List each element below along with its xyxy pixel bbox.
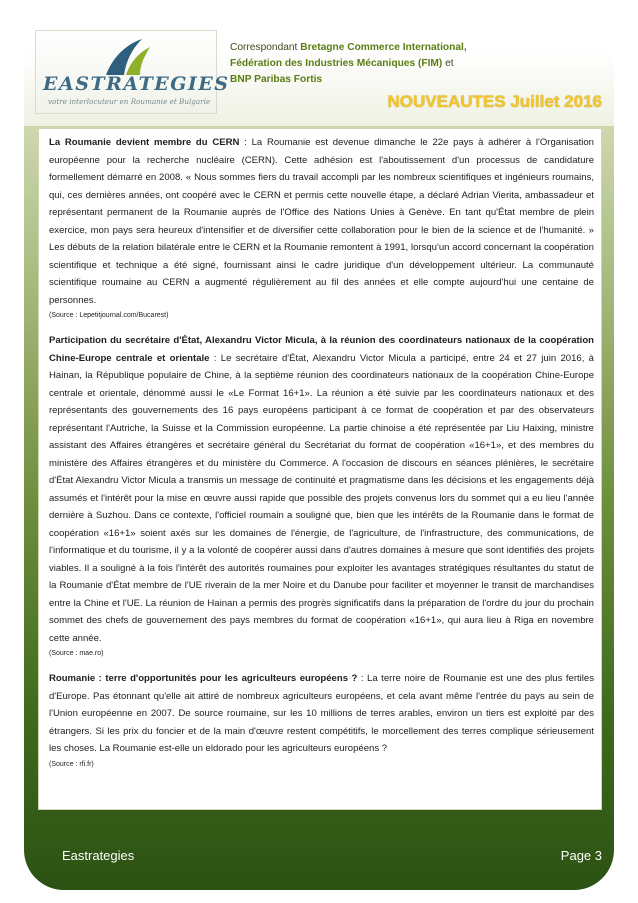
footer-company: Eastrategies [62, 848, 135, 863]
article-agriculture [49, 670, 594, 758]
article-micula [49, 332, 594, 647]
content-panel [38, 128, 602, 810]
logo-tagline: votre interlocuteur en Roumanie et Bulgarie [48, 97, 211, 106]
article-body: : La terre noire de Roumanie est une des plus fertiles d'Europe. Pas étonnant qu'elle ait attiré de nombreux agriculteurs européens, et cela avant même l'entrée du pays au sein de l'Union européenne en 2007. De source roumaine, sur les 10 millions de terres arables, environ un tiers est exploité par des étrangers. Si les prix du foncier et de la main d'œuvre restent compétitifs, le morcellement des terres complique sérieusement les choses. La Roumanie est-elle un eldorado pour les agriculteurs européens ? [49, 673, 594, 754]
article-body: : La Roumanie est devenue dimanche le 22e pays à adhérer à l'Organisation européenne pour la recherche nucléaire (CERN). Cette adhésion est l'aboutissement d'un processus de candidature formellement démarré en 2008. « Nous sommes fiers du travail accompli par les nombreux scientifiques et ingénieurs roumains, qui, ces dernières années, ont coopéré avec le CERN et permis cette nouvelle étape, a déclaré Adrian Vierita, ambassadeur et représentant permanent de la Roumanie auprès de l'Office des Nations Unies à Genève. En tant qu'État membre de plein exercice, mon pays sera heureux d'intensifier et de diversifier cette collaboration pour le bien de la science et de l'humanité. » Les débuts de la relation bilatérale entre le CERN et la Roumanie remontent à 1991, lorsqu'un accord concernant la coopération scientifique et technique a été signé, fournissant ainsi le cadre juridique d'un développement ultérieur. La communauté scientifique roumaine au CERN a augmenté régulièrement au fil des années et elle compte aujourd'hui une centaine de personnes. [49, 137, 594, 306]
article-source: (Source : mae.ro) [49, 650, 104, 657]
article-source: (Source : rfi.fr) [49, 760, 94, 768]
eastrategies-logo [35, 30, 230, 114]
newsletter-title: NOUVEAUTES Juillet 2016 [387, 92, 602, 111]
article-cern [49, 134, 594, 309]
footer-page-number: Page 3 [560, 848, 602, 863]
article-headline: Participation du secrétaire d'État, Alexandru Victor Micula, à la réunion des coordinateurs nationaux de la coopération Chine-Europe centrale et orientale [49, 335, 594, 364]
correspondent-org-3: BNP Paribas Fortis [230, 74, 323, 85]
article-source: (Source : Lepetitjournal.com/Bucarest) [49, 312, 169, 319]
correspondent-org-1: Bretagne Commerce International, [300, 42, 467, 53]
article-headline: Roumanie : terre d'opportunités pour les agriculteurs européens ? [49, 673, 358, 684]
article-list [49, 134, 594, 781]
logo-wordmark: EASTRATEGIES [43, 73, 230, 95]
correspondent-prefix: Correspondant [230, 42, 301, 53]
correspondent-org-2: Fédération des Industries Mécaniques (FIM) [230, 58, 443, 69]
article-body: : Le secrétaire d'État, Alexandru Victor Micula a participé, entre 24 et 27 juin 2016, à Hainan, la République populaire de Chine, à la septième réunion des coordinateurs nationaux de la coopération Chine-Europe centrale et orientale, dénommé aussi le «Le Format 16+1». La réunion a été suivie par les coordinateurs nationaux et des représentants des gouvernements des 16 pays européens participant à ce format de coopération et par des observateurs représentant l'Autriche, la Suisse et la Commission européenne. La partie chinoise a été représentée par Liu Haixing, ministre assistant des Affaires étrangères et secrétaire général du Secrétariat du format de coopération «16+1», et des membres du ministère des Affaires étrangères et du ministère du Commerce. A l'occasion de discours en séances plénières, le secrétaire d'État Alexandru Victor Micula a transmis un message de continuité et pragmatisme dans les décisions et les engagements déjà assumés et l'intérêt pour la mise en œuvre aussi rapide que possible des projets convenus lors du sommet qui a eu lieu l'année dernière à Suzhou. Dans ce contexte, l'officiel roumain a souligné que, bien que les intérêts de la Roumanie dans le format de coopération «16+1» soient axés sur les domaines de l'énergie, de l'agriculture, de l'infrastructure, des communications, de l'informatique et du tourisme, il y a la volonté de coopérer aussi dans d'autres domaines à mesure que sont identifiés des projets viables. Il a souligné à la fois l'intérêt des autorités roumaines pour exploiter les avantages stratégiques résultantes du statut de la Roumanie d'État membre de l'UE riverain de la mer Noire et du Danube pour faciliter et moyenner le transit de marchandises entre la Chine et l'UE. La réunion de Hainan a permis des progrès significatifs dans la préparation de l'ordre du jour du prochain sommet des chefs de gouvernement des pays membres du format de coopération «16+1», qui aura lieu à Riga en novembre cette année. [49, 352, 594, 644]
correspondent-and: et [442, 58, 454, 69]
correspondent-block [230, 40, 560, 88]
logo-sail-icon [98, 37, 152, 77]
article-headline: La Roumanie devient membre du CERN [49, 137, 240, 148]
